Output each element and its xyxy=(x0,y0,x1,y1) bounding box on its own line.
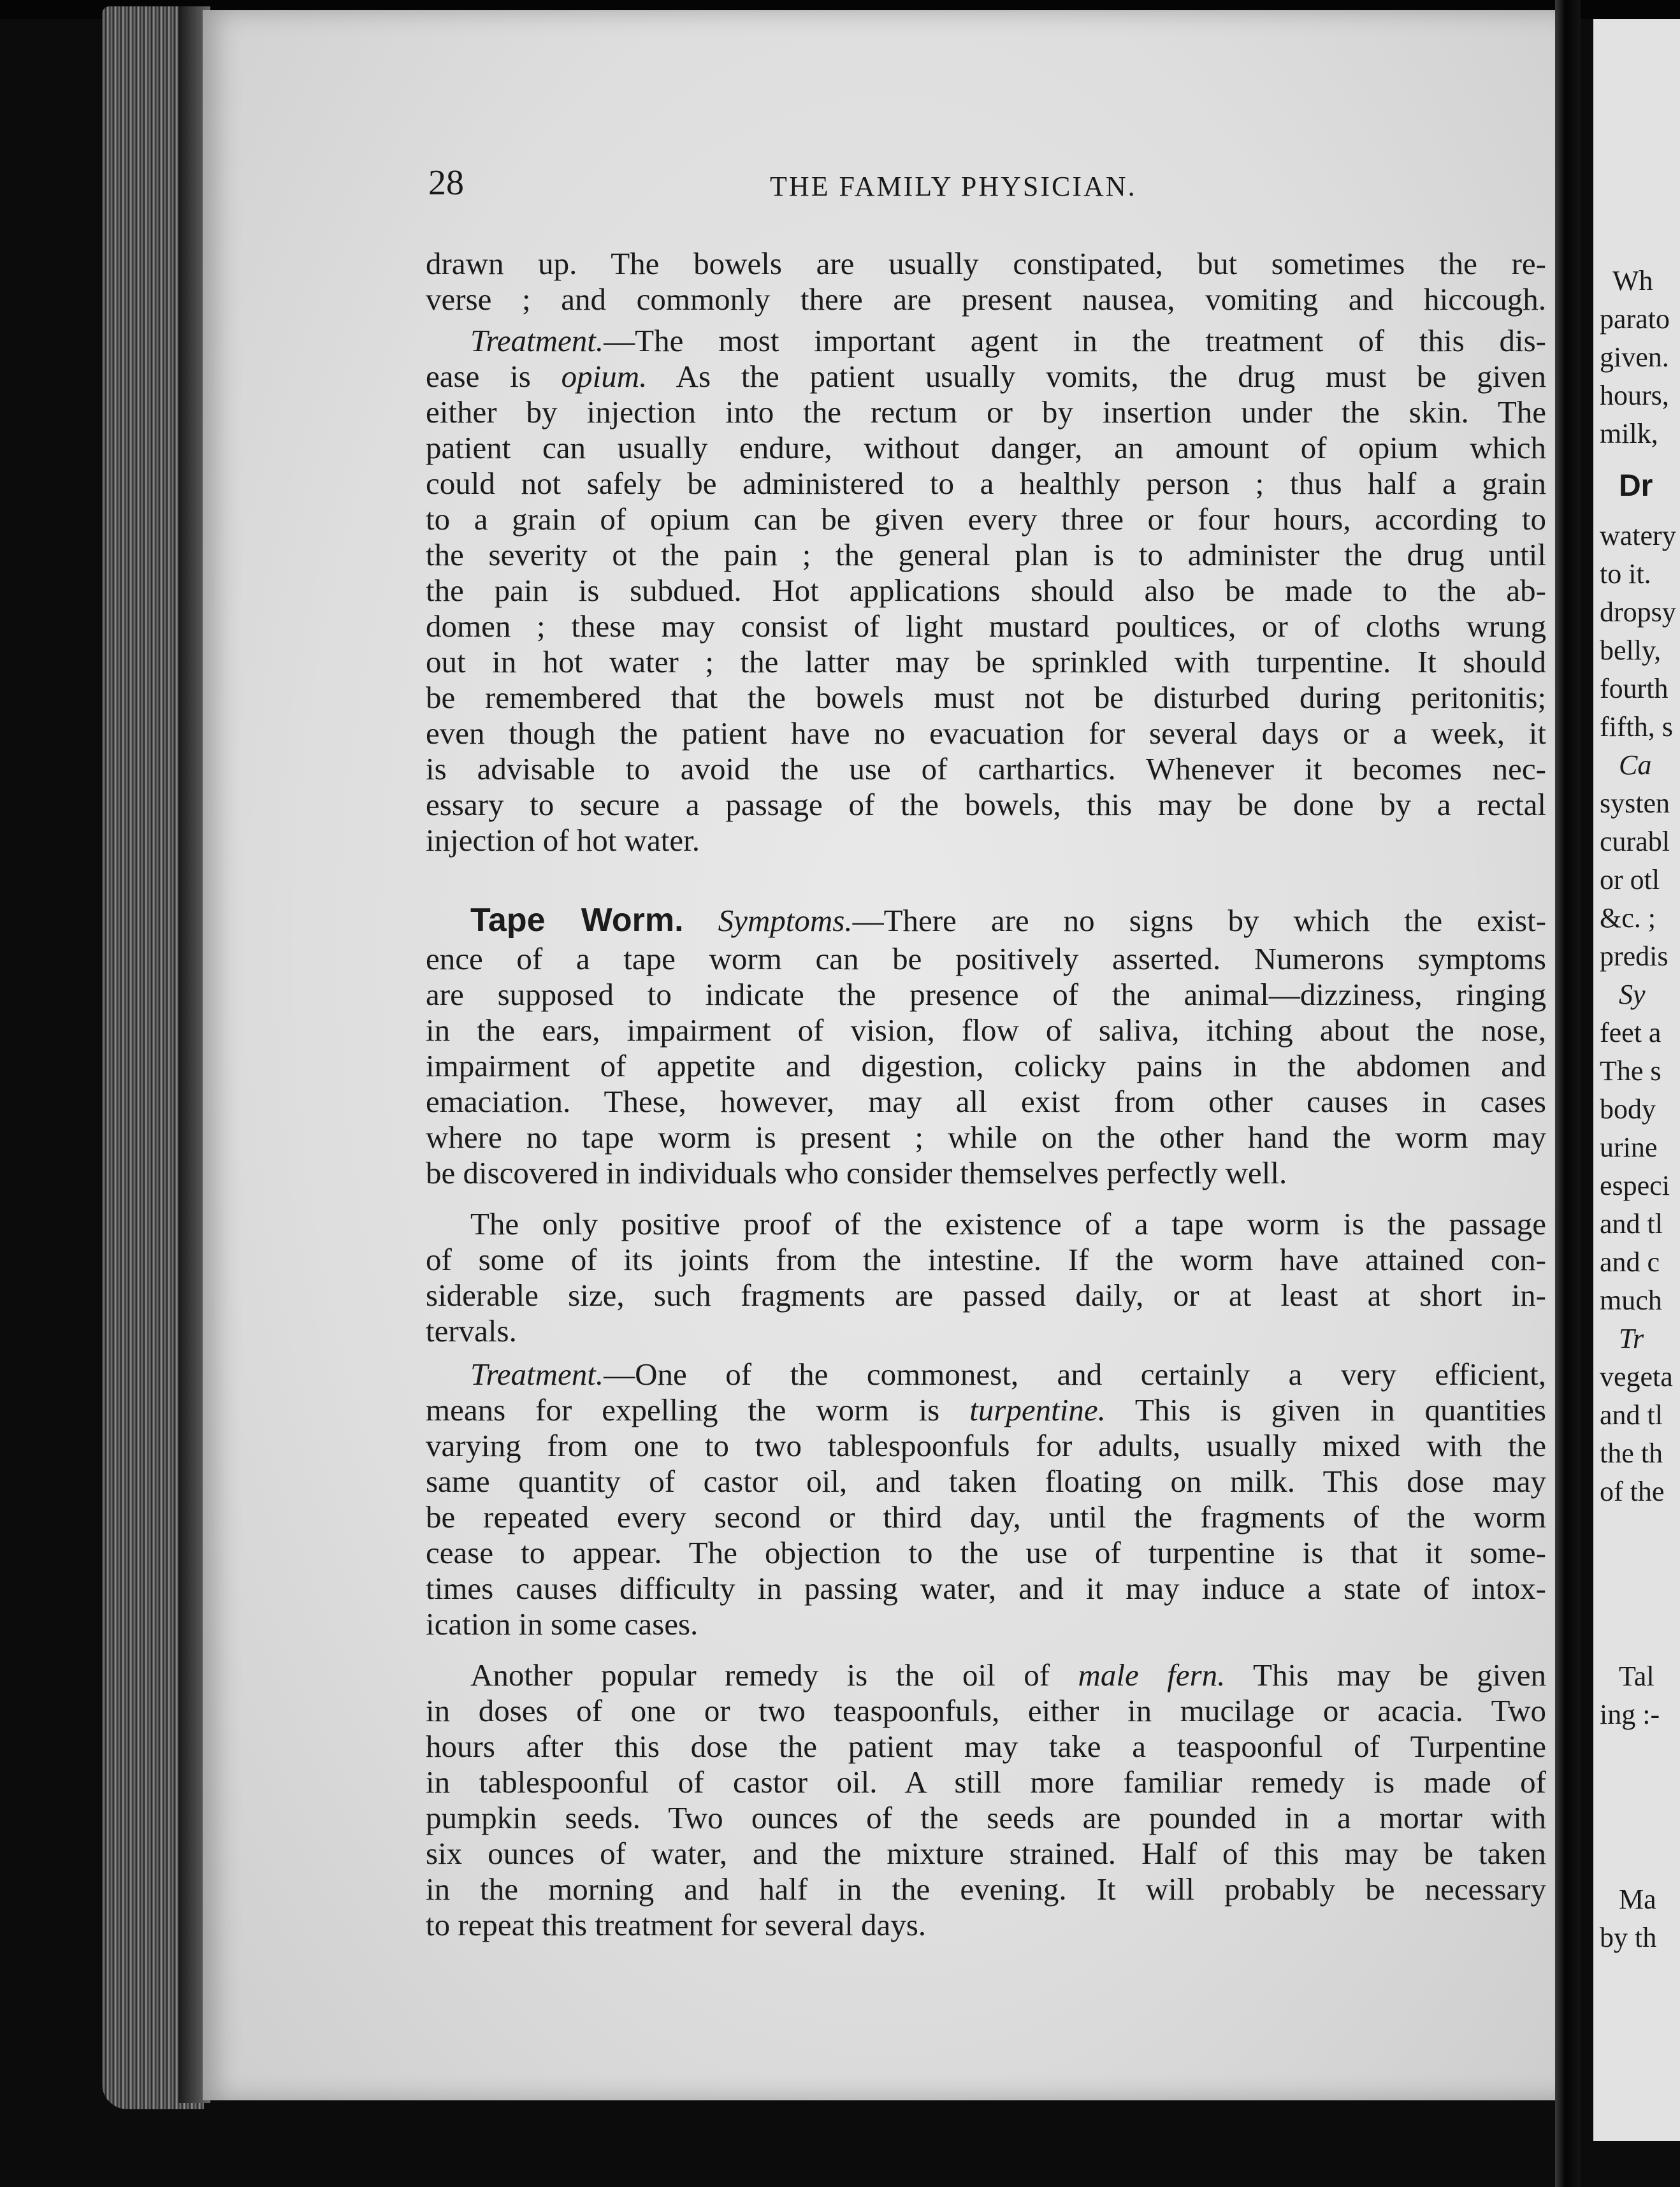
text-line: be repeated every second or third day, until the fragments of the worm xyxy=(426,1499,1546,1534)
next-page-fragment: feet a xyxy=(1600,1017,1662,1048)
text-line: cease to appear. The objection to the use of turpentine is that it some- xyxy=(426,1535,1546,1570)
text-line: of some of its joints from the intestine. If the worm have attained con- xyxy=(426,1242,1546,1277)
text-line: in the ears, impairment of vision, flow of saliva, itching about the nose, xyxy=(426,1013,1546,1048)
text-line: six ounces of water, and the mixture strained. Half of this may be taken xyxy=(426,1836,1546,1871)
text-line: drawn up. The bowels are usually constipated, but sometimes the re- xyxy=(426,246,1546,281)
next-page-fragment: the th xyxy=(1600,1438,1663,1469)
text-line: even though the patient have no evacuation for several days or a week, it xyxy=(426,716,1546,751)
running-head: THE FAMILY PHYSICIAN. xyxy=(770,171,1137,202)
next-page-fragment: Ma xyxy=(1619,1884,1656,1915)
text-line: injection of hot water. xyxy=(426,823,700,858)
text-line: are supposed to indicate the presence of the animal—dizziness, ringing xyxy=(426,977,1546,1012)
next-page-fragment: The s xyxy=(1600,1055,1662,1086)
text-line: the pain is subdued. Hot applications should also be made to the ab- xyxy=(426,573,1546,608)
text-line: patient can usually endure, without danger, an amount of opium which xyxy=(426,430,1546,465)
text-line: could not safely be administered to a healthly person ; thus half a grain xyxy=(426,466,1546,501)
next-page-fragment: dropsy xyxy=(1600,596,1676,628)
next-page-fragment: and tl xyxy=(1600,1208,1663,1239)
text-line: verse ; and commonly there are present nausea, vomiting and hiccough. xyxy=(426,282,1546,317)
text-line: times causes difficulty in passing water, and it may induce a state of intox- xyxy=(426,1571,1546,1606)
text-line: siderable size, such fragments are passed daily, or at least at short in- xyxy=(426,1278,1546,1313)
text-line: either by injection into the rectum or by insertion under the skin. The xyxy=(426,394,1546,429)
section-heading: Tape Worm. xyxy=(470,902,684,939)
next-page-fragment: given. xyxy=(1600,342,1669,373)
text-line: in the morning and half in the evening. It will probably be necessary xyxy=(426,1872,1546,1907)
text-line: be remembered that the bowels must not be disturbed during peritonitis; xyxy=(426,680,1546,715)
next-page-fragment: watery xyxy=(1600,520,1676,551)
next-page-fragment: systen xyxy=(1600,788,1670,819)
text-line: The only positive proof of the existence of a tape worm is the passage xyxy=(470,1206,1546,1241)
drug-name: male fern. xyxy=(1078,1657,1226,1693)
text-line: Treatment.—The most important agent in the treatment of this dis- xyxy=(470,323,1546,358)
text-line: to repeat this treatment for several days. xyxy=(426,1907,927,1942)
next-page-fragment: parato xyxy=(1600,303,1670,335)
next-page-fragment: vegeta xyxy=(1600,1361,1673,1392)
text-line: is advisable to avoid the use of carthartics. Whenever it becomes nec- xyxy=(426,751,1546,786)
next-page-fragment: milk, xyxy=(1600,418,1658,449)
text-line: varying from one to two tablespoonfuls for adults, usually mixed with the xyxy=(426,1428,1546,1463)
text-line: ence of a tape worm can be positively asserted. Numerons symptoms xyxy=(426,941,1546,976)
drug-name: opium. xyxy=(561,359,648,394)
next-page-fragment: much xyxy=(1600,1285,1662,1316)
treatment-label: Treatment. xyxy=(470,1357,604,1392)
text-line: be discovered in individuals who consider themselves perfectly well. xyxy=(426,1155,1287,1190)
text-line: means for expelling the worm is turpentine. This is given in quantities xyxy=(426,1392,1546,1427)
next-page-fragment: of the xyxy=(1600,1476,1665,1507)
text-line: to a grain of opium can be given every three or four hours, according to xyxy=(426,502,1546,537)
next-page-fragment: belly, xyxy=(1600,635,1662,666)
next-page-fragment: and tl xyxy=(1600,1399,1663,1431)
text-line: same quantity of castor oil, and taken floating on milk. This dose may xyxy=(426,1464,1546,1499)
next-page-sliver xyxy=(1593,19,1680,2141)
text-line: essary to secure a passage of the bowels, this may be done by a rectal xyxy=(426,787,1546,822)
section-heading-line: Tape Worm. Symptoms.—There are no signs by which the exist- xyxy=(470,902,1547,939)
next-page-fragment: hours, xyxy=(1600,380,1669,411)
text-line: ication in some cases. xyxy=(426,1606,699,1642)
next-page-fragment: to it. xyxy=(1600,558,1651,589)
text-line: hours after this dose the patient may take a teaspoonful of Turpentine xyxy=(426,1729,1546,1764)
text-line: in tablespoonful of castor oil. A still more familiar remedy is made of xyxy=(426,1765,1546,1800)
text-line: impairment of appetite and digestion, colicky pains in the abdomen and xyxy=(426,1048,1546,1083)
text-line: domen ; these may consist of light mustard poultices, or of cloths wrung xyxy=(426,609,1546,644)
text-line: out in hot water ; the latter may be sprinkled with turpentine. It should xyxy=(426,644,1546,679)
text-line: in doses of one or two teaspoonfuls, either in mucilage or acacia. Two xyxy=(426,1693,1546,1728)
next-page-fragment: Sy xyxy=(1619,979,1646,1010)
next-page-fragment: ing :- xyxy=(1600,1699,1660,1730)
next-page-fragment: predis xyxy=(1600,941,1669,972)
next-page-fragment: by th xyxy=(1600,1922,1657,1953)
next-page-fragment: or otl xyxy=(1600,864,1660,895)
text-line: Treatment.—One of the commonest, and certainly a very efficient, xyxy=(470,1357,1546,1392)
next-page-fragment: body xyxy=(1600,1094,1656,1125)
text-line: ease is opium. As the patient usually vomits, the drug must be given xyxy=(426,359,1546,394)
next-page-fragment: Wh xyxy=(1612,265,1653,296)
next-page-fragment: urine xyxy=(1600,1132,1658,1163)
next-page-fragment: Tr xyxy=(1619,1323,1644,1354)
book-gutter xyxy=(1555,0,1581,2187)
text-line: the severity ot the pain ; the general plan is to administer the drug until xyxy=(426,537,1546,572)
next-page-fragment: &c. ; xyxy=(1600,902,1656,934)
text-line: where no tape worm is present ; while on the other hand the worm may xyxy=(426,1120,1546,1155)
next-page-fragment: Dr xyxy=(1619,469,1653,503)
next-page-fragment: fifth, s xyxy=(1600,711,1673,742)
page-number: 28 xyxy=(428,163,464,203)
next-page-fragment: especi xyxy=(1600,1170,1670,1201)
drug-name: turpentine. xyxy=(969,1392,1106,1427)
next-page-fragment: Tal xyxy=(1619,1661,1655,1692)
text-line: emaciation. These, however, may all exist from other causes in cases xyxy=(426,1084,1546,1119)
next-page-fragment: curabl xyxy=(1600,826,1670,857)
text-line: Another popular remedy is the oil of male fern. This may be given xyxy=(470,1657,1547,1693)
next-page-fragment: Ca xyxy=(1619,749,1652,781)
text-line: tervals. xyxy=(426,1313,517,1348)
next-page-fragment: fourth xyxy=(1600,673,1669,704)
symptoms-label: Symptoms. xyxy=(718,903,853,938)
text-line: pumpkin seeds. Two ounces of the seeds are pounded in a mortar with xyxy=(426,1800,1546,1835)
next-page-fragment: and c xyxy=(1600,1246,1660,1278)
treatment-label: Treatment. xyxy=(470,323,604,358)
